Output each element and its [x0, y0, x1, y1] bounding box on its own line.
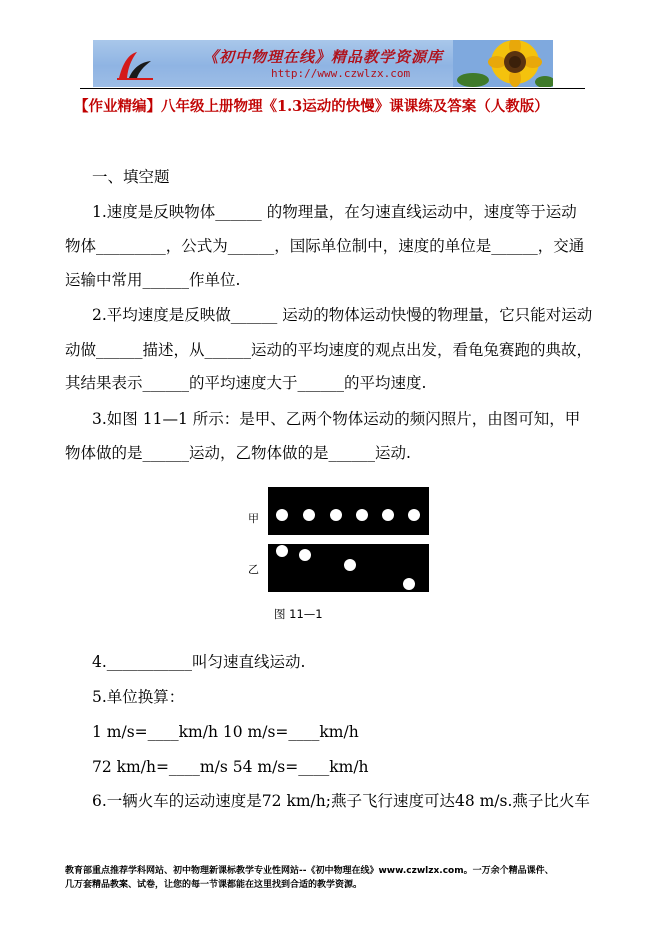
- banner-url[interactable]: http://www.czwlzx.com: [271, 67, 411, 80]
- sunflower-image: [453, 40, 553, 87]
- footer-line-1: 教育部重点推荐学科网站、初中物理新课标教学专业性网站--《初中物理在线》www.czwlzx.com。一万余个精品课件、: [65, 866, 554, 876]
- question-5-line-2: 72 km/h=____m/s 54 m/s=____km/h: [92, 758, 369, 776]
- footer-line-2: 几万套精品教案、试卷，让您的每一节课都能在这里找到合适的教学资源。: [65, 880, 363, 890]
- question-1-line-2: 物体_________，公式为______，国际单位制中，速度的单位是______，交通: [65, 237, 585, 255]
- strip-jia: [268, 487, 429, 535]
- banner-title: 《初中物理在线》精品教学资源库: [203, 48, 444, 66]
- dot-jia-6: [408, 509, 420, 521]
- dot-jia-4: [356, 509, 368, 521]
- dot-jia-3: [330, 509, 342, 521]
- dot-yi-4: [403, 578, 415, 590]
- question-5-line-1: 1 m/s=____km/h 10 m/s=____km/h: [92, 723, 359, 741]
- section-heading: 一、填空题: [92, 168, 170, 186]
- question-5-heading: 5.单位换算：: [92, 688, 185, 706]
- dot-jia-2: [303, 509, 315, 521]
- question-2-line-1: 2.平均速度是反映做______ 运动的物体运动快慢的物理量，它只能对运动: [92, 306, 593, 324]
- site-logo: [115, 48, 155, 82]
- question-4: 4.___________叫匀速直线运动.: [92, 653, 306, 671]
- header-divider: [80, 88, 585, 89]
- dot-yi-2: [299, 549, 311, 561]
- question-1-line-3: 运输中常用______作单位.: [65, 271, 241, 289]
- question-2-line-3: 其结果表示______的平均速度大于______的平均速度.: [65, 374, 427, 392]
- dot-jia-5: [382, 509, 394, 521]
- question-3-line-1: 3.如图 11—1 所示：是甲、乙两个物体运动的频闪照片，由图可知，甲: [92, 410, 581, 428]
- dot-yi-1: [276, 545, 288, 557]
- page-footer: [65, 864, 605, 892]
- figure-label-jia: 甲: [248, 512, 259, 525]
- dot-yi-3: [344, 559, 356, 571]
- figure-caption: 图 11—1: [274, 607, 323, 621]
- question-2-line-2: 动做______描述，从______运动的平均速度的观点出发，看龟兔赛跑的典故，: [65, 341, 593, 359]
- question-1-line-1: 1.速度是反映物体______ 的物理量，在匀速直线运动中，速度等于运动: [92, 203, 577, 221]
- dot-jia-1: [276, 509, 288, 521]
- question-3-line-2: 物体做的是______运动，乙物体做的是______运动.: [65, 444, 411, 462]
- document-title: 【作业精编】八年级上册物理《1.3运动的快慢》课课练及答案（人教版）: [74, 98, 549, 115]
- question-6-line-1: 6.一辆火车的运动速度是72 km/h;燕子飞行速度可达48 m/s.燕子比火车: [92, 792, 590, 810]
- figure-label-yi: 乙: [248, 563, 259, 576]
- header-banner: [93, 40, 553, 87]
